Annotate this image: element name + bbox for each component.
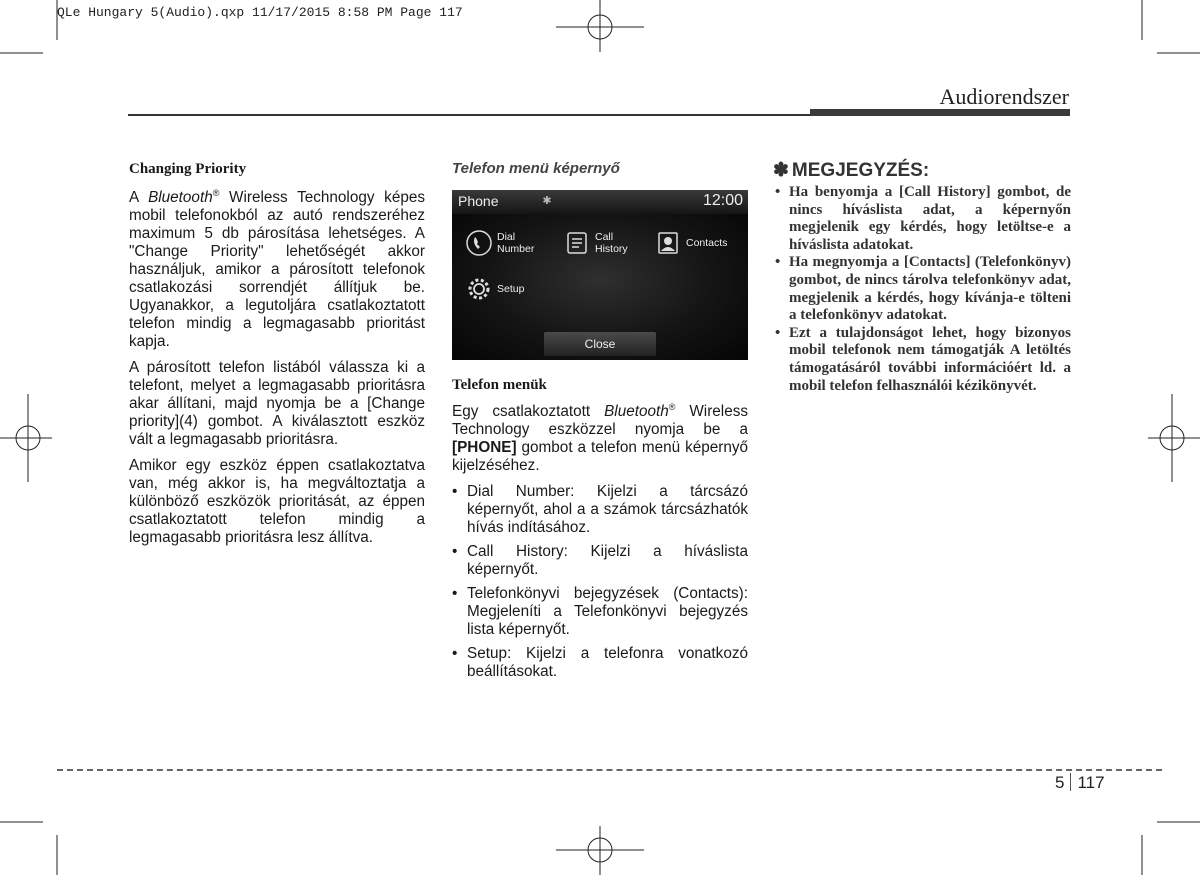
chapter-number: 5 [1055, 773, 1065, 792]
contacts-button [655, 230, 727, 256]
contacts-label: Contacts [686, 237, 728, 249]
phone-menus-list [452, 483, 748, 681]
page-number-divider [1070, 773, 1071, 791]
call-history-label: Call History [595, 231, 628, 255]
note-title: ✽ MEGJEGYZÉS: [773, 160, 930, 181]
list-item: • Ha benyomja a [Call History] gombot, de nincs híváslista adat, a képernyőn megjelenik egy kérdés, hogy letöltse-e a híváslista adatokat. [773, 184, 1071, 254]
setup-label: Setup [497, 283, 525, 295]
print-slug: QLe Hungary 5(Audio).qxp 11/17/2015 8:58 PM Page 117 [57, 5, 463, 20]
screen-heading: Telefon menü képernyő [452, 160, 620, 177]
call-history-icon [564, 230, 590, 256]
screen-body [452, 214, 748, 360]
list-item: • Ha megnyomja a [Contacts] (Telefonkönyv) gombot, de nincs tárolva telefonkönyv adat, megjelenik a kérdés, hogy kívánja-e tölteni a telefonkönyv adatokat. [773, 254, 1071, 324]
phone-menu-screenshot [452, 190, 748, 360]
page-number [1055, 773, 1105, 793]
page-number-value: 117 [1077, 773, 1105, 792]
phone-handset-icon [466, 230, 492, 256]
list-item: • Dial Number: Kijelzi a tárcsázó képernyőt, ahol a a számok tárcsázhatók hívás indításához. [452, 483, 748, 537]
list-item: • Setup: Kijelzi a telefonra vonatkozó beállításokat. [452, 645, 748, 681]
phone-menus-section [452, 376, 748, 687]
header-rule [128, 114, 810, 116]
setup-button [466, 276, 524, 302]
bluetooth-icon: ✱ [542, 195, 552, 207]
screen-clock: 12:00 [702, 192, 743, 209]
header-rule-accent [810, 109, 1070, 116]
list-item: • Telefonkönyvi bejegyzések (Contacts): Megjeleníti a Telefonkönyvi bejegyzés lista képernyőt. [452, 585, 748, 639]
left-column [129, 160, 425, 555]
screen-title: Phone [458, 193, 499, 209]
screen-status-bar [452, 190, 748, 214]
changing-priority-heading: Changing Priority [129, 161, 247, 177]
phone-menus-heading: Telefon menük [452, 377, 547, 393]
note-asterisk-icon: ✽ [773, 160, 789, 181]
gear-icon [466, 276, 492, 302]
note-list [773, 184, 1071, 395]
dial-number-button [466, 230, 534, 256]
call-history-button [564, 230, 628, 256]
priority-paragraph-2: A párosított telefon listából válassza ki a telefont, melyet a legmagasabb prioritásra akar állítani, majd nyomja be a [Change priority](4) gombot. A kiválasztott eszköz vált a legmagasabb prioritásra. [129, 359, 425, 449]
list-item: • Call History: Kijelzi a híváslista képernyőt. [452, 543, 748, 579]
middle-column [452, 160, 748, 186]
priority-paragraph-1: A Bluetooth® Wireless Technology képes mobil telefonokból az autó rendszeréhez maximum 5 db párosítása lehetséges. A "Change Priority" lehetőségét akkor használjuk, amikor a párosított telefonok csatlakozási sorrendjét állítjuk be. Ugyanakkor, a legutoljára csatlakoztatott telefon mindig a legmagasabb prioritást kapja. [129, 188, 426, 351]
section-title: Audiorendszer [939, 84, 1069, 109]
dial-number-label: Dial Number [497, 231, 535, 255]
list-item: • Ezt a tulajdonságot lehet, hogy bizonyos mobil telefonok nem támogatják A letöltés támogatásáról további információért ld. a mobil telefon felhasználói kézikönyvét. [773, 325, 1071, 395]
footer-rule [57, 769, 1162, 771]
contacts-icon [655, 230, 681, 256]
priority-paragraph-3: Amikor egy eszköz éppen csatlakoztatva van, még akkor is, ha megváltoztatja a különböző eszközök prioritását, az éppen csatlakoztatott telefon mindig a legmagasabb prioritásra lesz állítva. [129, 457, 425, 547]
note-box [773, 160, 1071, 395]
close-button: Close [544, 332, 656, 356]
phone-menus-intro: Egy csatlakoztatott Bluetooth® Wireless Technology eszközzel nyomja be a [PHONE] gombot a telefon menü képernyő kijelzéséhez. [452, 402, 749, 475]
